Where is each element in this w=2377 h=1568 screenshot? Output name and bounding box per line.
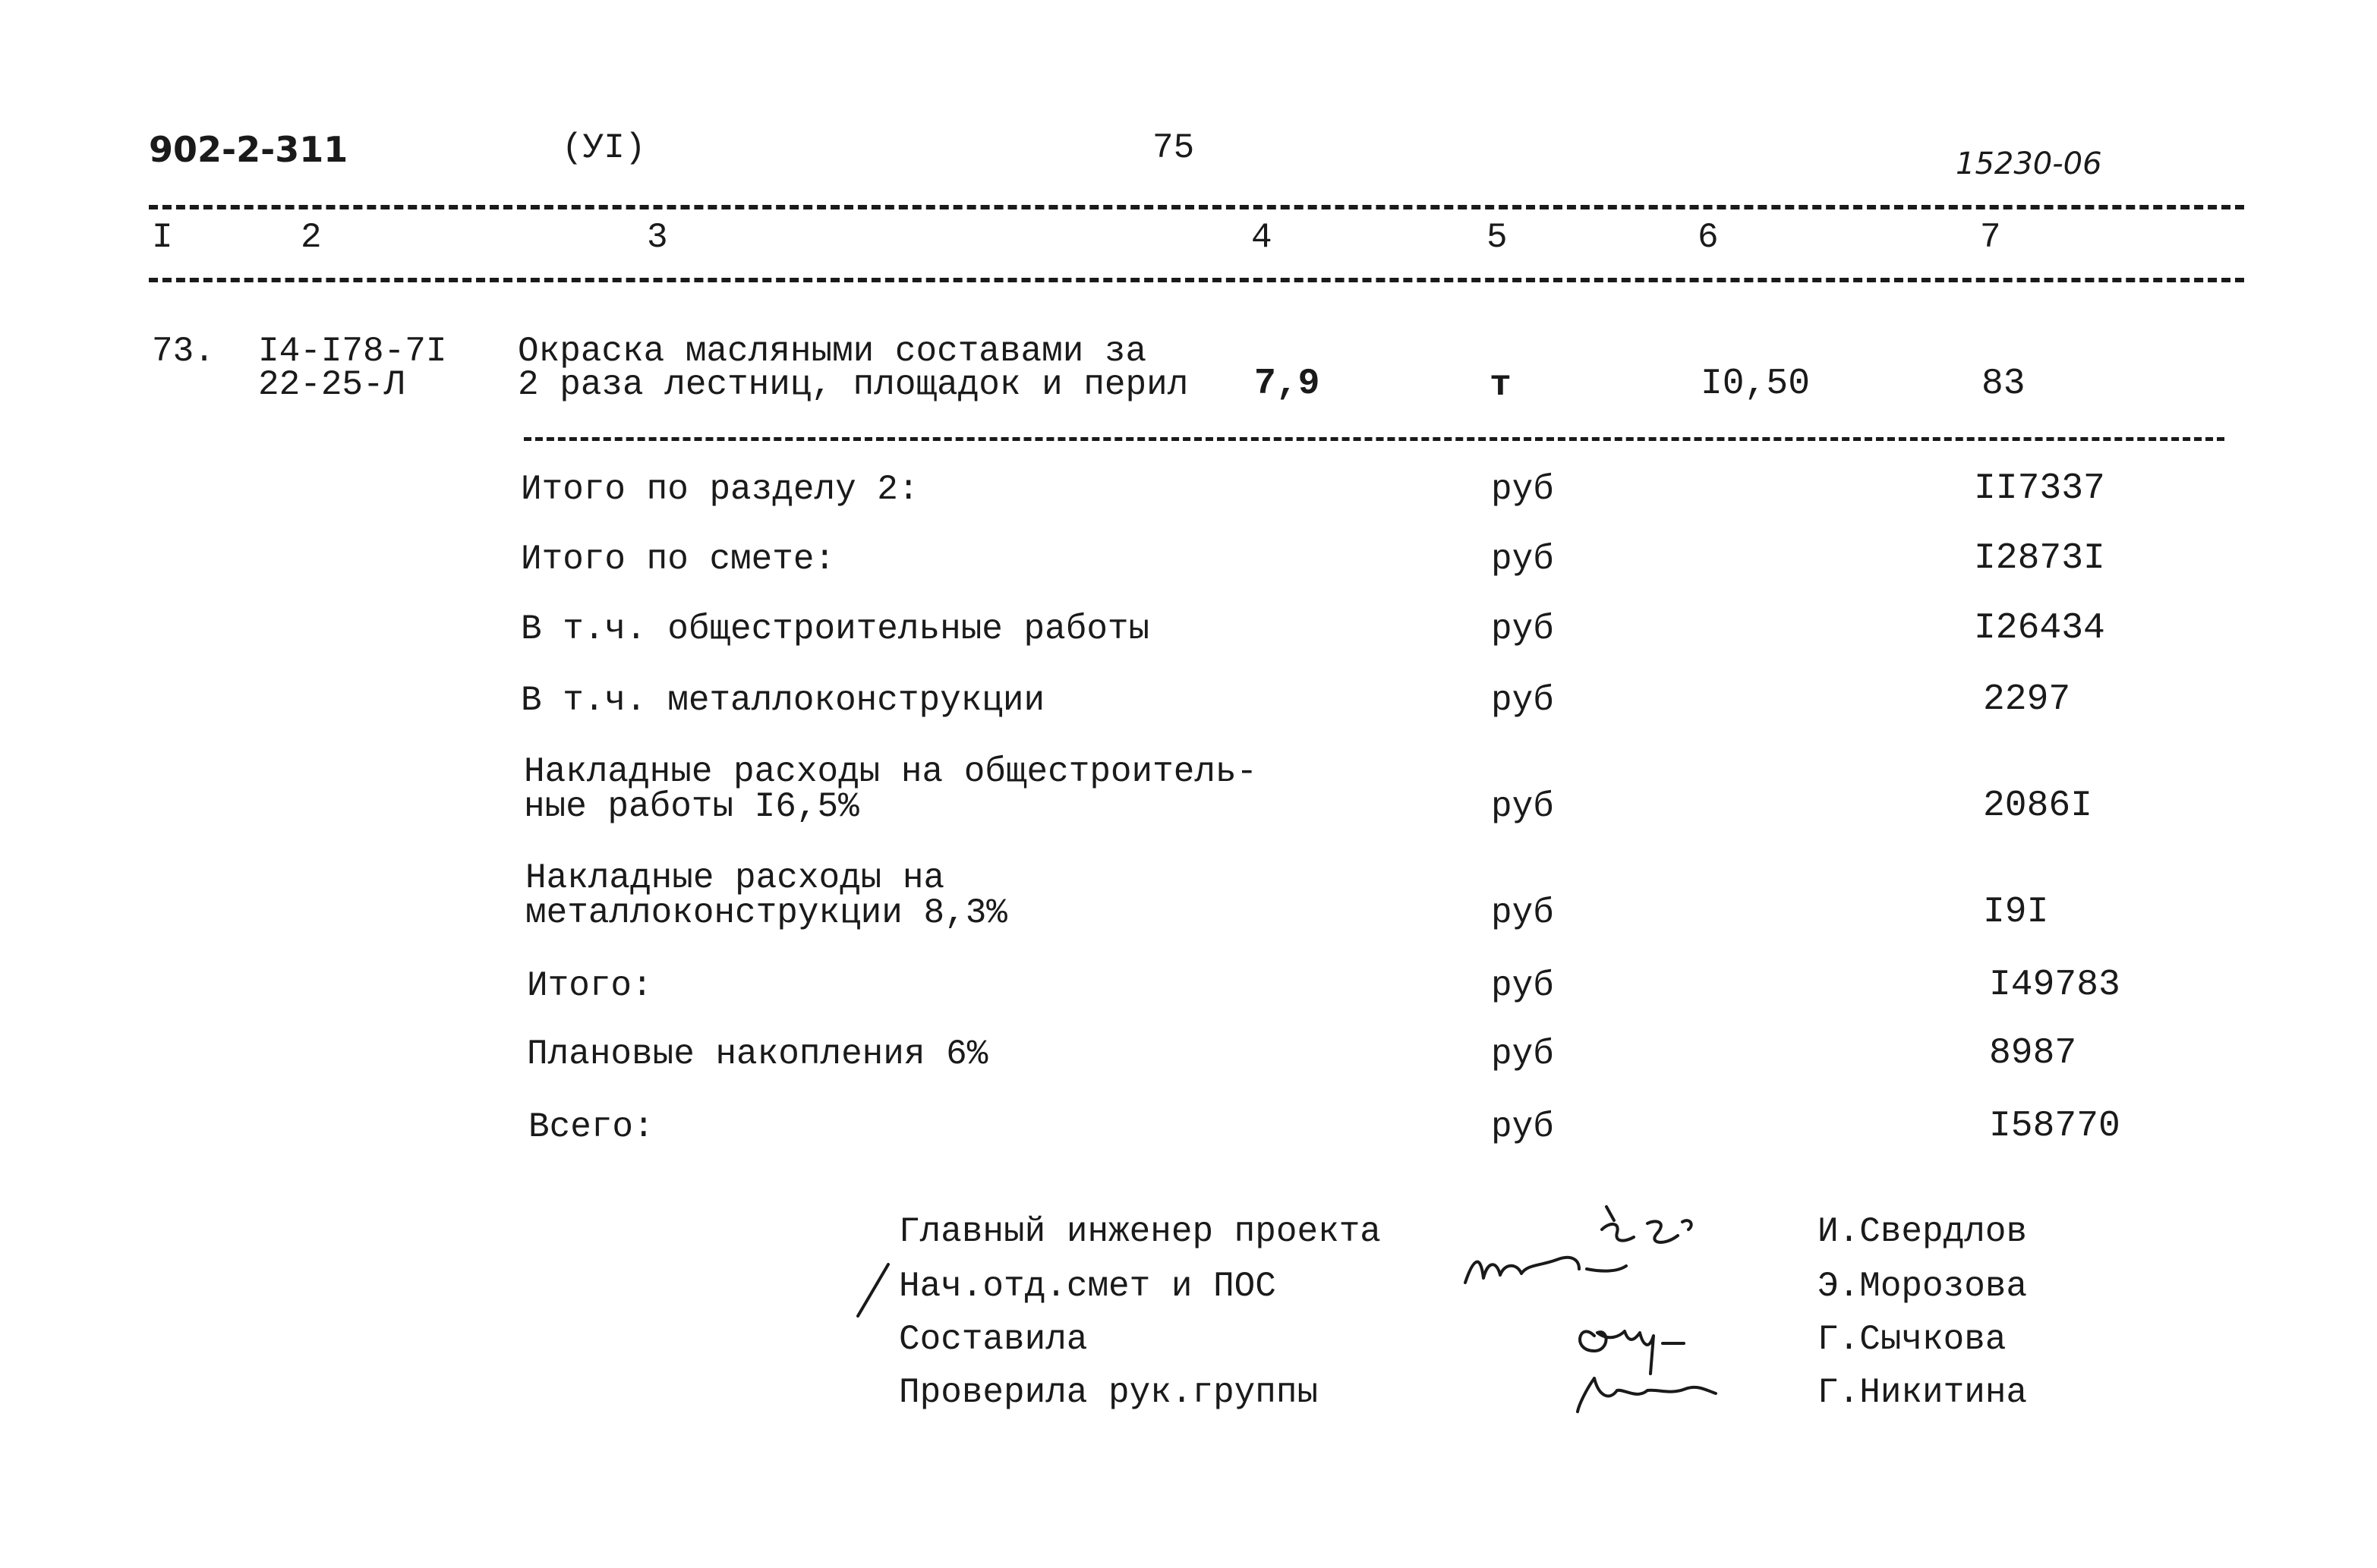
total-label: Всего: [528,1107,654,1147]
column-header-7: 7 [1980,218,2001,257]
signatory-name: Г.Сычкова [1817,1320,2007,1359]
total-value: 8987 [1989,1033,2077,1074]
section-number: (УI) [562,128,646,168]
total-label: Итого по смете: [521,540,836,579]
item-code-1: I4-I78-7I [258,332,447,371]
item-description-line-2: 2 раза лестниц, площадок и перил [518,365,1189,405]
total-label: В т.ч. металлоконструкции [521,681,1045,720]
margin-checkmark [850,1260,896,1321]
total-label: ные работы I6,5% [524,787,859,827]
column-header-4: 4 [1251,218,1272,257]
handwritten-signature-1 [1458,1199,1746,1305]
total-value: I49783 [1989,965,2120,1006]
archive-number: 15230-06 [1956,146,2102,181]
item-description-line-1: Окраска масляными составами за [518,332,1147,371]
total-unit: руб [1491,787,1554,827]
total-unit: руб [1491,540,1554,579]
item-code-2: 22-25-Л [258,365,405,405]
total-label: металлоконструкции 8,3% [525,893,1007,933]
doc-code: 902-2-311 [149,129,348,170]
item-price: I0,50 [1701,364,1811,405]
signatory-name: Г.Никитина [1817,1373,2028,1412]
total-label: В т.ч. общестроительные работы [521,609,1150,649]
total-value: 2297 [1983,679,2071,720]
column-header-1: I [152,218,173,257]
item-number: 73. [152,332,215,371]
total-label: Накладные расходы на [525,858,945,898]
total-value: I26434 [1974,608,2105,649]
total-value: I2873I [1974,538,2105,579]
total-value: I9I [1983,892,2049,933]
total-value: II7337 [1974,468,2105,509]
total-unit: руб [1491,1034,1554,1074]
total-label: Итого по разделу 2: [521,470,919,509]
column-header-3: 3 [647,218,668,257]
handwritten-signature-2 [1564,1305,1731,1419]
column-header-6: 6 [1698,218,1719,257]
totals-rule [524,437,2224,441]
total-label: Итого: [527,966,653,1006]
item-quantity: 7,9 [1254,364,1320,405]
page-number: 75 [1152,128,1195,168]
signatory-name: Э.Морозова [1817,1267,2028,1306]
total-label: Накладные расходы на общестроитель- [524,752,1258,792]
signatory-name: И.Свердлов [1817,1212,2028,1252]
total-unit: руб [1491,966,1554,1006]
column-header-2: 2 [301,218,322,257]
total-value: I58770 [1989,1106,2120,1147]
signature-role: Главный инженер проекта [899,1212,1381,1252]
total-unit: руб [1491,1107,1554,1147]
total-unit: руб [1491,681,1554,720]
signature-role: Проверила рук.группы [899,1373,1319,1412]
total-unit: руб [1491,609,1554,649]
signature-role: Составила [899,1320,1088,1359]
total-unit: руб [1491,470,1554,509]
total-unit: руб [1491,893,1554,933]
header-rule-top [149,205,2244,209]
total-label: Плановые накопления 6% [527,1034,988,1074]
total-value: 2086I [1983,786,2093,827]
header-rule-bottom [149,278,2244,282]
item-total: 83 [1981,364,2025,405]
item-unit: т [1490,365,1512,406]
column-header-5: 5 [1486,218,1508,257]
signature-role: Нач.отд.смет и ПОС [899,1267,1276,1306]
